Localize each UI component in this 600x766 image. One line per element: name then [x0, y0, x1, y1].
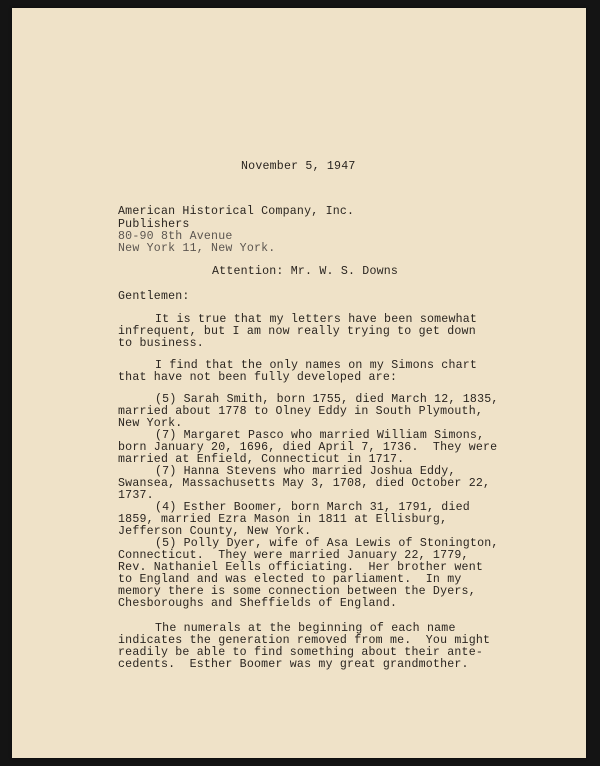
address-line-2: Publishers	[118, 218, 190, 231]
entry-polly-line-5: memory there is some connection between the Dyers,	[118, 585, 476, 598]
entry-esther-line-1: (4) Esther Boomer, born March 31, 1791, died	[155, 501, 470, 514]
entry-polly-line-3: Rev. Nathaniel Eells officiating. Her brother went	[118, 561, 484, 574]
entry-sarah-line-2: married about 1778 to Olney Eddy in South Plymouth,	[118, 405, 484, 418]
p-final-line-1: The numerals at the beginning of each name	[155, 622, 456, 635]
p2-line-2: that have not been fully developed are:	[118, 371, 398, 384]
p1-line-3: to business.	[118, 337, 204, 350]
letter-page	[12, 8, 586, 758]
attention-line: Attention: Mr. W. S. Downs	[212, 265, 399, 278]
entry-esther-line-2: 1859, married Ezra Mason in 1811 at Ellisburg,	[118, 513, 448, 526]
entry-margaret-line-2: born January 20, 1696, died April 7, 1736. They were	[118, 441, 498, 454]
p1-line-1: It is true that my letters have been somewhat	[155, 313, 478, 326]
entry-hanna-line-2: Swansea, Massachusetts May 3, 1708, died October 22,	[118, 477, 491, 490]
p-final-line-4: cedents. Esther Boomer was my great grandmother.	[118, 658, 469, 671]
p-final-line-2: indicates the generation removed from me. You might	[118, 634, 491, 647]
address-line-1: American Historical Company, Inc.	[118, 205, 355, 218]
entry-margaret-line-3: married at Enfield, Connecticut in 1717.	[118, 453, 405, 466]
p2-line-1: I find that the only names on my Simons chart	[155, 359, 478, 372]
p-final-line-3: readily be able to find something about their ante-	[118, 646, 484, 659]
entry-margaret-line-1: (7) Margaret Pasco who married William Simons,	[155, 429, 485, 442]
entry-hanna-line-3: 1737.	[118, 489, 154, 502]
entry-polly-line-2: Connecticut. They were married January 22, 1779,	[118, 549, 469, 562]
entry-polly-line-6: Chesboroughs and Sheffields of England.	[118, 597, 398, 610]
p1-line-2: infrequent, but I am now really trying to get down	[118, 325, 476, 338]
entry-hanna-line-1: (7) Hanna Stevens who married Joshua Eddy,	[155, 465, 456, 478]
letter-date: November 5, 1947	[241, 160, 356, 173]
entry-sarah-line-1: (5) Sarah Smith, born 1755, died March 12, 1835,	[155, 393, 499, 406]
entry-esther-line-3: Jefferson County, New York.	[118, 525, 312, 538]
salutation: Gentlemen:	[118, 290, 190, 303]
entry-polly-line-4: to England and was elected to parliament. In my	[118, 573, 462, 586]
address-line-3: 80-90 8th Avenue	[118, 230, 233, 243]
entry-polly-line-1: (5) Polly Dyer, wife of Asa Lewis of Stonington,	[155, 537, 499, 550]
entry-sarah-line-3: New York.	[118, 417, 183, 430]
address-line-4: New York 11, New York.	[118, 242, 276, 255]
